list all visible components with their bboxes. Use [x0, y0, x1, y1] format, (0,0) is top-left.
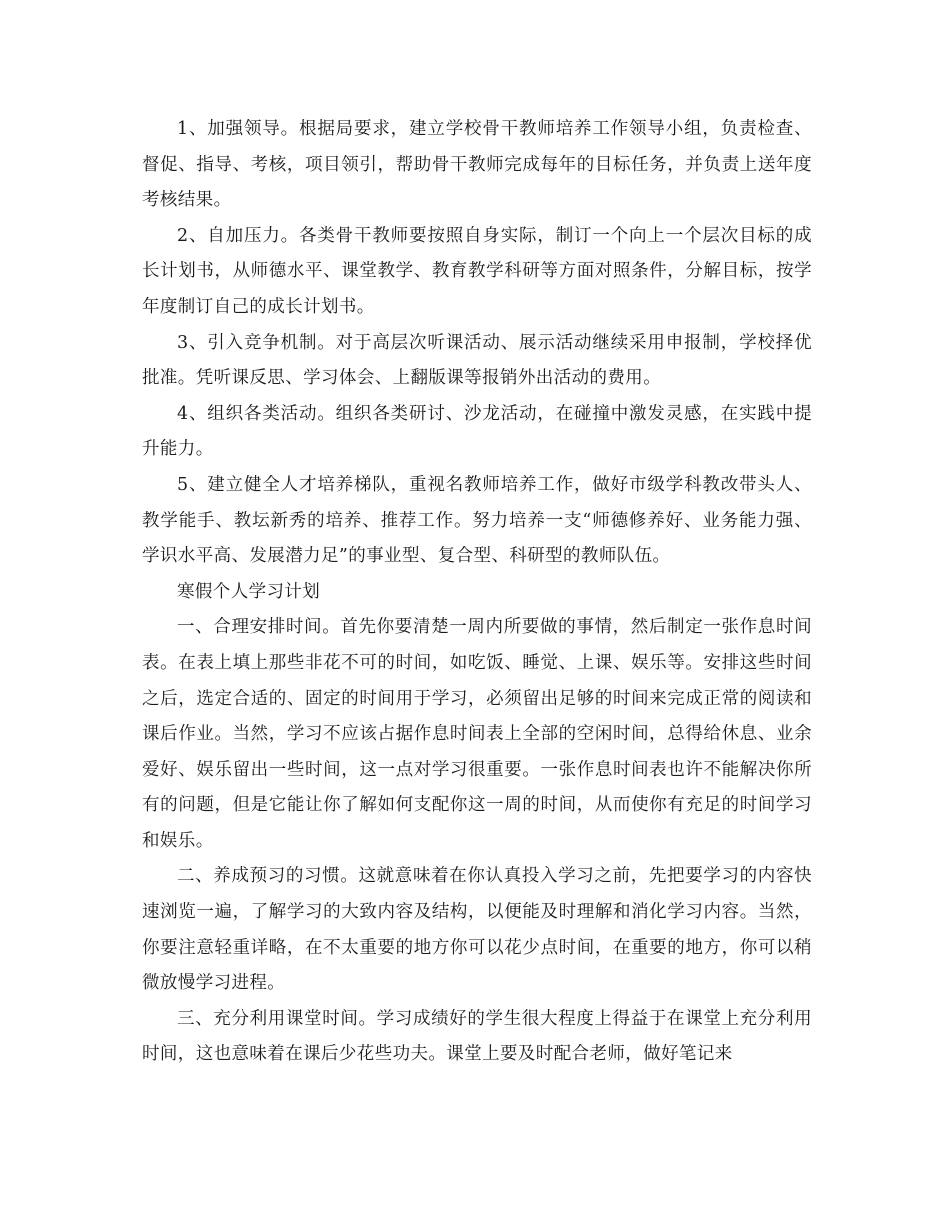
section-heading-winter-study-plan: 寒假个人学习计划: [177, 581, 321, 602]
paragraph-competition-mechanism: 3、引入竞争机制。对于高层次听课活动、展示活动继续采用申报制，学校择优批准。凭听课反思、学习体会、上翻版课等报销外出活动的费用。: [142, 332, 812, 389]
paragraph-arrange-time: 一、合理安排时间。首先你要清楚一周内所要做的事情，然后制定一张作息时间表。在表上填上那些非花不可的时间，如吃饭、睡觉、上课、娱乐等。安排这些时间之后，选定合适的、固定的时间用于学习，必须留出足够的时间来完成正常的阅读和课后作业。当然，学习不应该占据作息时间表上全部的空闲时间，总得给休息、业余爱好、娱乐留出一些时间，这一点对学习很重要。一张作息时间表也许不能解决你所有的问题，但是它能让你了解如何支配你这一周的时间，从而使你有充足的时间学习和娱乐。: [142, 617, 812, 851]
document-body: [142, 112, 812, 1073]
paragraph-self-pressure: 2、自加压力。各类骨干教师要按照自身实际，制订一个向上一个层次目标的成长计划书，从师德水平、课堂教学、教育教学科研等方面对照条件，分解目标，按学年度制订自己的成长计划书。: [142, 225, 812, 317]
paragraph-talent-echelon: 5、建立健全人才培养梯队，重视名教师培养工作，做好市级学科教改带头人、教学能手、教坛新秀的培养、推荐工作。努力培养一支“师德修养好、业务能力强、学识水平高、发展潜力足”的事业型、复合型、科研型的教师队伍。: [142, 474, 812, 567]
paragraph-use-class-time: 三、充分利用课堂时间。学习成绩好的学生很大程度上得益于在课堂上充分利用时间，这也意味着在课后少花些功夫。课堂上要及时配合老师，做好笔记来: [142, 1008, 812, 1065]
paragraph-strengthen-leadership: 1、加强领导。根据局要求，建立学校骨干教师培养工作领导小组，负责检查、督促、指导、考核，项目领引，帮助骨干教师完成每年的目标任务，并负责上送年度考核结果。: [142, 119, 812, 211]
paragraph-preview-habit: 二、养成预习的习惯。这就意味着在你认真投入学习之前，先把要学习的内容快速浏览一遍，了解学习的大致内容及结构，以便能及时理解和消化学习内容。当然，你要注意轻重详略，在不太重要的地方你可以花少点时间，在重要的地方，你可以稍微放慢学习进程。: [142, 866, 812, 994]
paragraph-organize-activities: 4、组织各类活动。组织各类研讨、沙龙活动，在碰撞中激发灵感，在实践中提升能力。: [142, 403, 812, 460]
